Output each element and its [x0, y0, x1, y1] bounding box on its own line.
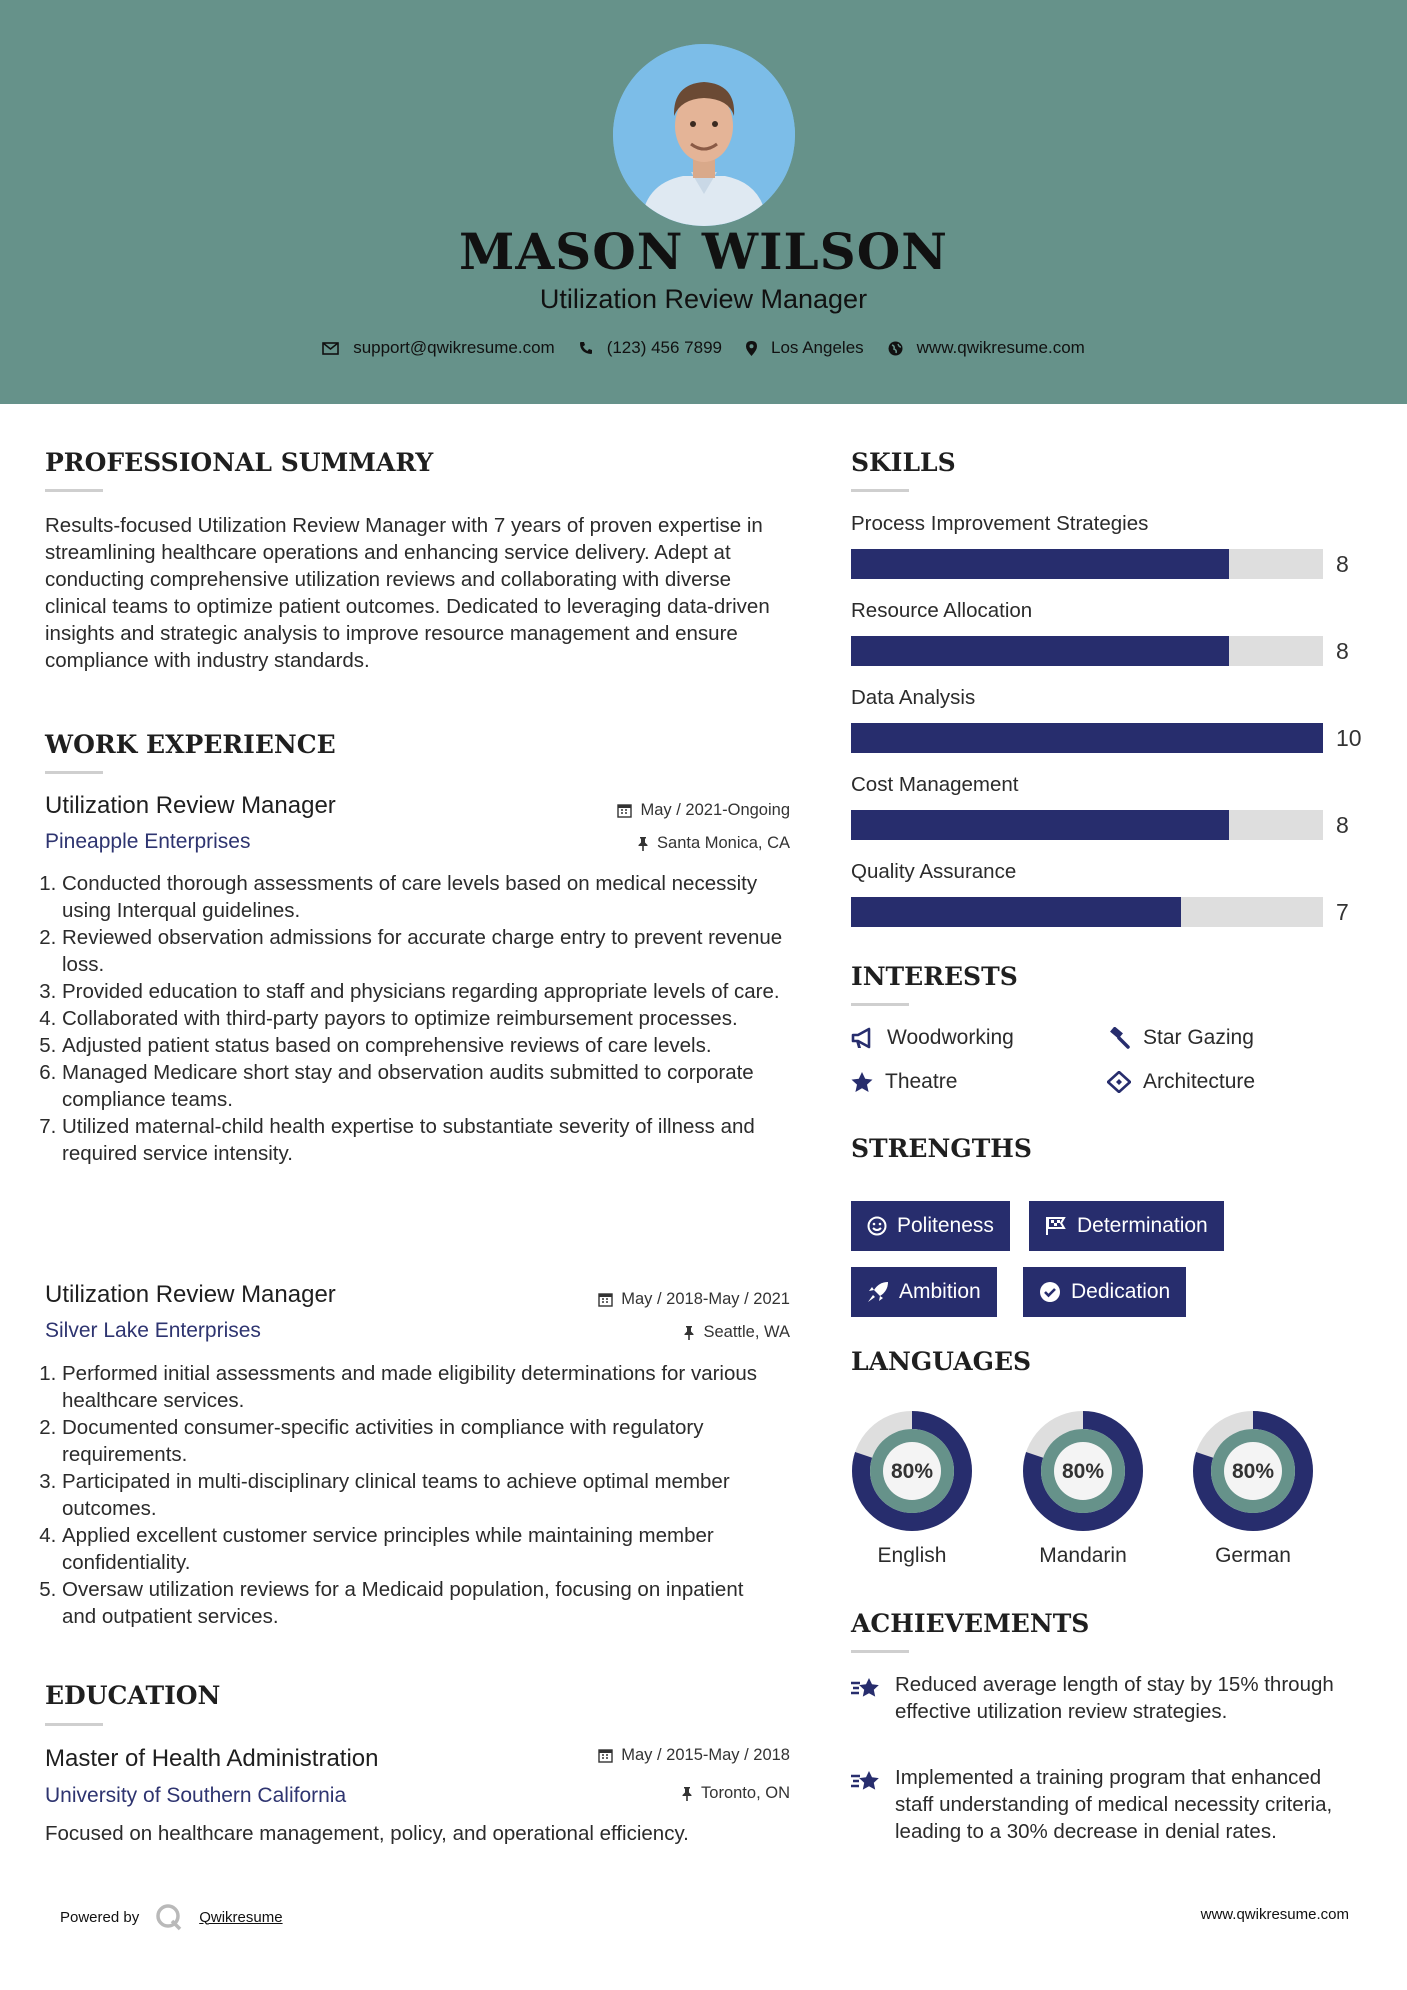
list-item: 3. Provided education to staff and physicians regarding appropriate levels of care.: [62, 978, 783, 1005]
language-percent: 80%: [1061, 1460, 1105, 1483]
achievements-underline: [851, 1650, 909, 1653]
contact-phone[interactable]: [579, 338, 722, 358]
skill-value: 8: [1336, 638, 1349, 664]
phone-text: (123) 456 7899: [606, 338, 723, 357]
language-ring: [1022, 1410, 1144, 1532]
footer-powered-by: [60, 1903, 283, 1931]
education-dates: [500, 1746, 790, 1765]
language-percent: 80%: [1231, 1460, 1275, 1483]
language-name: Mandarin: [1039, 1544, 1127, 1567]
achievement-star-icon: [849, 1675, 883, 1708]
skill-value: 8: [1336, 551, 1349, 577]
pushpin-icon: [683, 1325, 695, 1340]
job-2-duties: [43, 1360, 783, 1630]
strength-label: Determination: [1077, 1214, 1208, 1237]
skill-label: Quality Assurance: [851, 860, 1017, 883]
interest-label: Star Gazing: [1143, 1026, 1254, 1049]
megaphone-icon: [851, 1027, 875, 1049]
phone-icon: [579, 341, 593, 355]
language-ring: [851, 1410, 973, 1532]
strength-politeness: [851, 1201, 1010, 1251]
strength-determination: [1029, 1201, 1224, 1251]
achievements-heading: ACHIEVEMENTS: [851, 1609, 1090, 1638]
list-item: 2. Documented consumer-specific activities in compliance with regulatory requirements.: [62, 1414, 783, 1468]
interest-woodworking: [851, 1026, 1014, 1050]
job-1-duties: [43, 870, 783, 1167]
interest-star-gazing: [1107, 1026, 1254, 1050]
check-circle-icon: [1039, 1281, 1061, 1303]
job-1-location: [500, 834, 790, 853]
skills-underline: [851, 489, 909, 492]
experience-underline: [45, 771, 103, 774]
job-1-dates-text: May / 2021-Ongoing: [640, 801, 790, 819]
skill-bar-fill: [851, 810, 1229, 840]
envelope-icon: [322, 342, 339, 355]
candidate-name: MASON WILSON: [459, 222, 948, 281]
flag-icon: [1045, 1216, 1067, 1236]
skill-label: Resource Allocation: [851, 599, 1033, 622]
contact-website[interactable]: [888, 338, 1085, 358]
education-location: [500, 1784, 790, 1803]
summary-heading: PROFESSIONAL SUMMARY: [45, 448, 434, 477]
skill-bar-track: [851, 549, 1323, 579]
pushpin-icon: [681, 1786, 693, 1801]
globe-icon: [888, 341, 903, 356]
skill-bar-track: [851, 897, 1323, 927]
education-dates-text: May / 2015-May / 2018: [621, 1746, 790, 1764]
experience-heading: WORK EXPERIENCE: [45, 730, 336, 759]
strength-label: Ambition: [899, 1280, 981, 1303]
ticket-icon: [1107, 1071, 1131, 1093]
job-1-title: Utilization Review Manager: [45, 792, 336, 819]
skill-bar-track: [851, 636, 1323, 666]
email-text: support@qwikresume.com: [353, 338, 555, 357]
qwikresume-logo-icon: [155, 1903, 185, 1931]
skill-bar-fill: [851, 549, 1229, 579]
calendar-icon: [617, 803, 632, 818]
pushpin-icon: [637, 836, 649, 851]
education-description: Focused on healthcare management, policy, and operational efficiency.: [45, 1822, 689, 1845]
list-item: 7. Utilized maternal-child health expertise to substantiate severity of illness and required service intensity.: [62, 1113, 783, 1167]
skill-label: Cost Management: [851, 773, 1019, 796]
achievement-1: Reduced average length of stay by 15% through effective utilization review strategies.: [895, 1673, 1334, 1723]
strength-label: Dedication: [1071, 1280, 1171, 1303]
job-1-company: Pineapple Enterprises: [45, 830, 251, 853]
list-item: 6. Managed Medicare short stay and observation audits submitted to corporate compliance teams.: [62, 1059, 783, 1113]
skill-value: 8: [1336, 812, 1349, 838]
interest-label: Theatre: [885, 1070, 958, 1093]
job-2-dates-text: May / 2018-May / 2021: [621, 1290, 790, 1308]
language-name: German: [1215, 1544, 1291, 1567]
skill-bar-fill: [851, 723, 1323, 753]
achievement-2: Implemented a training program that enhanced staff understanding of medical necessity criteria, leading to a 30% decrease in denial rates.: [895, 1766, 1333, 1843]
strengths-heading: STRENGTHS: [851, 1134, 1032, 1163]
interest-theatre: [851, 1070, 957, 1094]
list-item: 4. Applied excellent customer service principles while maintaining member confidentiality.: [62, 1522, 783, 1576]
website-text: www.qwikresume.com: [916, 338, 1085, 357]
job-2-location: [500, 1323, 790, 1342]
interest-label: Woodworking: [887, 1026, 1014, 1049]
resume-header: [0, 0, 1407, 404]
language-ring: [1192, 1410, 1314, 1532]
skill-label: Process Improvement Strategies: [851, 512, 1149, 535]
calendar-icon: [598, 1292, 613, 1307]
strength-label: Politeness: [897, 1214, 994, 1237]
candidate-role: Utilization Review Manager: [539, 284, 868, 314]
list-item: 3. Participated in multi-disciplinary clinical teams to achieve optimal member outcomes.: [62, 1468, 783, 1522]
calendar-icon: [598, 1748, 613, 1763]
skill-bar-fill: [851, 897, 1181, 927]
job-1-location-text: Santa Monica, CA: [657, 834, 790, 852]
list-item: 5. Oversaw utilization reviews for a Medicaid population, focusing on inpatient and outpatient services.: [62, 1576, 783, 1630]
interest-architecture: [1107, 1070, 1255, 1094]
education-school: University of Southern California: [45, 1784, 347, 1807]
summary-text: Results-focused Utilization Review Manager with 7 years of proven expertise in streamlining healthcare operations and enhancing service delivery. Adept at conducting comprehensive utilization reviews and collaborating with diverse clinical teams to optimize patient outcomes. Dedicated to leveraging data-driven insights and strategic analysis to improve resource management and ensure compliance with industry standards.: [45, 514, 770, 672]
list-item: 2. Reviewed observation admissions for accurate charge entry to prevent revenue loss.: [62, 924, 783, 978]
contact-email[interactable]: [322, 338, 555, 358]
strength-ambition: [851, 1267, 997, 1317]
map-pin-icon: [746, 341, 757, 356]
languages-heading: LANGUAGES: [851, 1347, 1032, 1376]
education-degree: Master of Health Administration: [45, 1745, 379, 1772]
skill-bar-track: [851, 810, 1323, 840]
rocket-icon: [867, 1281, 889, 1303]
list-item: 1. Performed initial assessments and made eligibility determinations for various healthcare services.: [62, 1360, 783, 1414]
contact-location: [746, 338, 864, 358]
footer-url[interactable]: www.qwikresume.com: [1200, 1906, 1349, 1923]
job-2-dates: [500, 1290, 790, 1309]
language-percent: 80%: [890, 1460, 934, 1483]
skills-heading: SKILLS: [851, 448, 956, 477]
star-icon: [851, 1072, 873, 1093]
profile-photo: [613, 44, 795, 226]
language-name: English: [877, 1544, 947, 1567]
job-2-location-text: Seattle, WA: [703, 1323, 790, 1341]
skill-label: Data Analysis: [851, 686, 976, 709]
skill-bar-track: [851, 723, 1323, 753]
strength-dedication: [1023, 1267, 1186, 1317]
skill-value: 10: [1336, 725, 1362, 751]
education-underline: [45, 1723, 103, 1726]
location-text: Los Angeles: [771, 338, 864, 357]
smile-icon: [867, 1216, 887, 1236]
contact-bar: [0, 338, 1407, 358]
gavel-icon: [1107, 1027, 1131, 1049]
interest-label: Architecture: [1143, 1070, 1256, 1093]
education-heading: EDUCATION: [45, 1681, 221, 1710]
skill-value: 7: [1336, 899, 1349, 925]
skill-bar-fill: [851, 636, 1229, 666]
education-location-text: Toronto, ON: [701, 1784, 790, 1802]
list-item: 5. Adjusted patient status based on comprehensive reviews of care levels.: [62, 1032, 783, 1059]
list-item: 4. Collaborated with third-party payors to optimize reimbursement processes.: [62, 1005, 783, 1032]
powered-by-text: Powered by: [60, 1908, 140, 1926]
summary-underline: [45, 489, 103, 492]
list-item: 1. Conducted thorough assessments of care levels based on medical necessity using Interqual guidelines.: [62, 870, 783, 924]
achievement-star-icon: [849, 1768, 883, 1801]
interests-heading: INTERESTS: [851, 962, 1018, 991]
job-2-company: Silver Lake Enterprises: [45, 1319, 261, 1342]
job-2-title: Utilization Review Manager: [45, 1281, 336, 1308]
interests-underline: [851, 1003, 909, 1006]
job-1-dates: [500, 801, 790, 820]
brand-link[interactable]: Qwikresume: [199, 1908, 283, 1926]
